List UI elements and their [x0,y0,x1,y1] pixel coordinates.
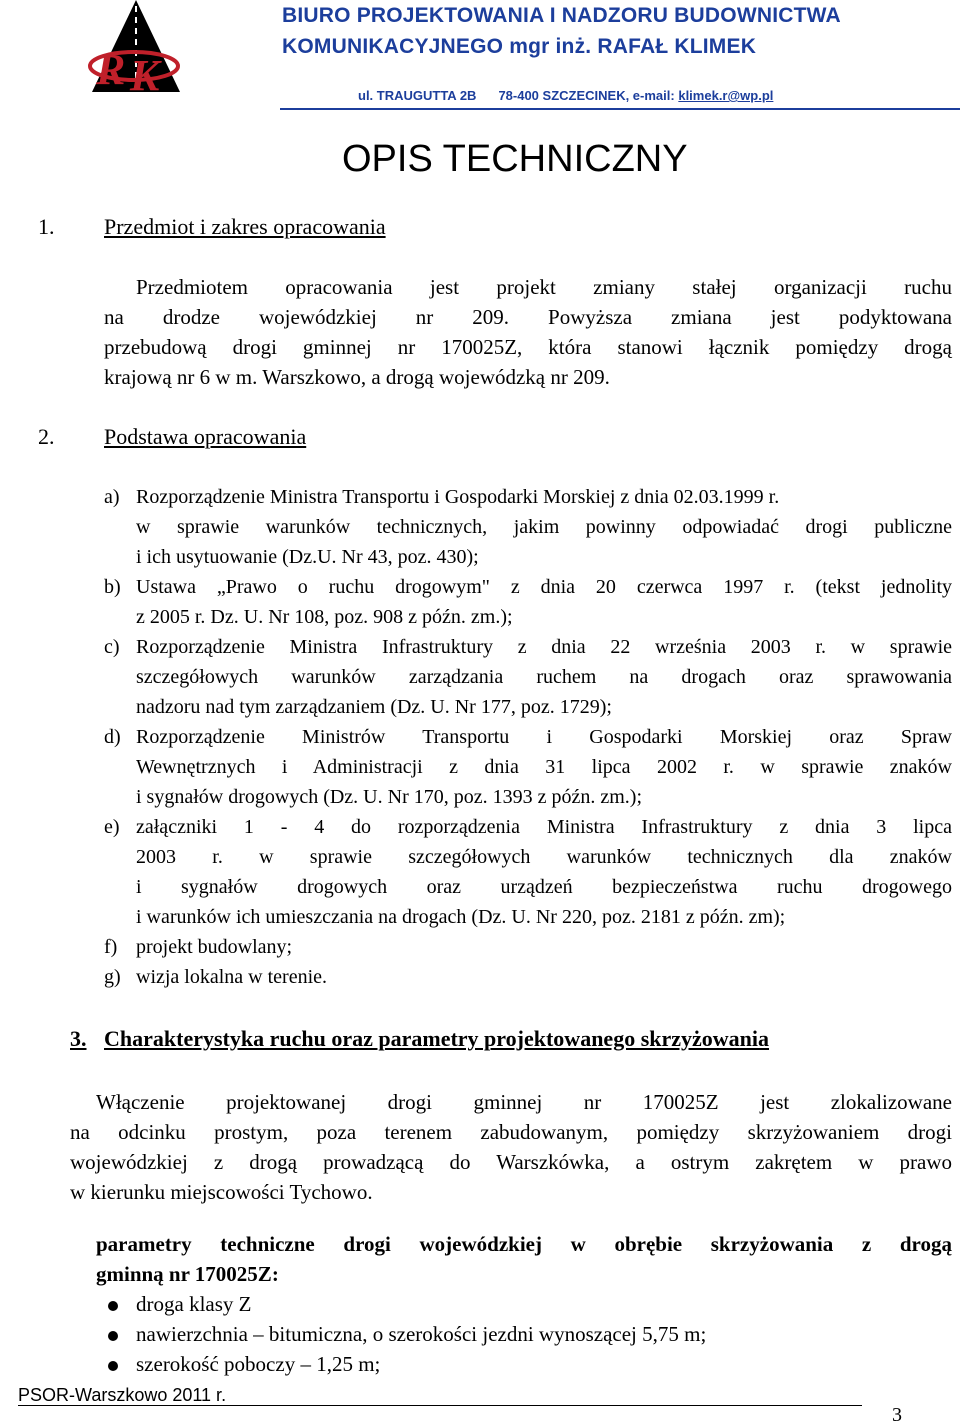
list-item-label: f) [104,936,118,958]
list-item-line: i sygnałów drogowych oraz urządzeń bezpieczeństwa ruchu drogowego [136,876,952,898]
section3-line: w kierunku miejscowości Tychowo. [70,1180,373,1204]
list-item-label: c) [104,636,120,658]
svg-text:R: R [96,45,126,94]
section3-line: wojewódzkiej z drogą prowadzącą do Warszkówka, a ostrym zakrętem w prawo [70,1150,952,1174]
section1-number: 1. [38,214,55,239]
section2-heading: Podstawa opracowania [104,424,307,449]
list-item-label: a) [104,486,120,508]
section3-line: Włączenie projektowanej drogi gminnej nr 170025Z jest zlokalizowane [96,1090,952,1114]
list-item-label: d) [104,726,121,748]
svg-text:K: K [130,51,160,100]
section1-line: przebudową drogi gminnej nr 170025Z, która stanowi łącznik pomiędzy drogą [104,335,952,359]
header-divider [280,108,960,110]
header-company-line2: KOMUNIKACYJNEGO mgr inż. RAFAŁ KLIMEK [282,35,757,58]
company-logo [84,0,280,104]
header-email-link[interactable]: klimek.r@wp.pl [678,88,774,103]
list-item-line: szczegółowych warunków zarządzania ruchem na drogach oraz sprawowania [136,666,952,688]
list-item-line: i warunków ich umieszczania na drogach (Dz. U. Nr 220, poz. 2181 z późn. zm); [136,906,786,928]
list-item-label: e) [104,816,120,838]
section1-line: na drodze wojewódzkiej nr 209. Powyższa zmiana jest podyktowana [104,305,952,329]
footer-label: PSOR-Warszkowo 2011 r. [18,1385,227,1405]
list-item-line: wizja lokalna w terenie. [136,966,328,988]
section3-line: na odcinku prostym, poza terenem zabudowanym, pomiędzy skrzyżowaniem drogi [70,1120,952,1144]
bullet-icon [108,1301,118,1311]
list-item-line: projekt budowlany; [136,936,293,958]
params-heading-line: gminną nr 170025Z: [96,1262,279,1286]
bullet-icon [108,1361,118,1371]
bullet-item: droga klasy Z [136,1292,252,1316]
header-address [358,88,773,103]
section1-heading: Przedmiot i zakres opracowania [104,214,386,239]
bullet-icon [108,1331,118,1341]
header-company-line1: BIURO PROJEKTOWANIA I NADZORU BUDOWNICTWA [282,4,841,27]
list-item-line: Rozporządzenie Ministrów Transportu i Gospodarki Morskiej oraz Spraw [136,726,952,748]
bullet-item: szerokość poboczy – 1,25 m; [136,1352,381,1376]
params-heading-line: parametry techniczne drogi wojewódzkiej w obrębie skrzyżowania z drogą [96,1232,952,1256]
footer-divider [18,1405,862,1406]
list-item-label: g) [104,966,121,988]
list-item-line: z 2005 r. Dz. U. Nr 108, poz. 908 z późn. zm.); [136,606,513,628]
page-number: 3 [892,1404,902,1426]
list-item-line: w sprawie warunków technicznych, jakim powinny odpowiadać drogi publiczne [136,516,952,538]
list-item-line: Ustawa „Prawo o ruchu drogowym" z dnia 20 czerwca 1997 r. (tekst jednolity [136,576,952,598]
header-street: ul. TRAUGUTTA 2B [358,88,477,103]
section3-number: 3. [70,1026,87,1051]
header-city-email-label: 78-400 SZCZECINEK, e-mail: [498,88,675,103]
document-title: OPIS TECHNICZNY [342,138,688,180]
list-item-line: i sygnałów drogowych (Dz. U. Nr 170, poz. 1393 z późn. zm.); [136,786,643,808]
section3-heading: Charakterystyka ruchu oraz parametry projektowanego skrzyżowania [104,1026,770,1051]
list-item-line: załączniki 1 - 4 do rozporządzenia Ministra Infrastruktury z dnia 3 lipca [136,816,952,838]
section2-number: 2. [38,424,55,449]
list-item-line: Rozporządzenie Ministra Transportu i Gospodarki Morskiej z dnia 02.03.1999 r. [136,486,780,508]
section1-line: krajową nr 6 w m. Warszkowo, a drogą wojewódzką nr 209. [104,365,610,389]
bullet-item: nawierzchnia – bitumiczna, o szerokości jezdni wynoszącej 5,75 m; [136,1322,707,1346]
list-item-line: Wewnętrznych i Administracji z dnia 31 lipca 2002 r. w sprawie znaków [136,756,952,778]
list-item-line: i ich usytuowanie (Dz.U. Nr 43, poz. 430); [136,546,479,568]
list-item-label: b) [104,576,121,598]
list-item-line: 2003 r. w sprawie szczegółowych warunków technicznych dla znaków [136,846,952,868]
list-item-line: Rozporządzenie Ministra Infrastruktury z dnia 22 września 2003 r. w sprawie [136,636,952,658]
list-item-line: nadzoru nad tym zarządzaniem (Dz. U. Nr 177, poz. 1729); [136,696,612,718]
section1-line: Przedmiotem opracowania jest projekt zmiany stałej organizacji ruchu [136,275,952,299]
